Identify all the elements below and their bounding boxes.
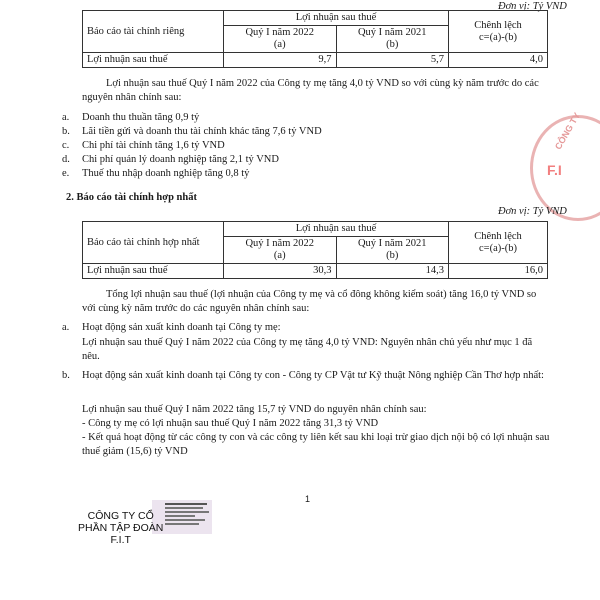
list-marker: e. [62,168,70,179]
signature-company [78,510,163,546]
list-text: Chi phí tài chính tăng 1,6 tỷ VND [82,140,225,151]
item-b-title-text: Hoạt động sản xuất kinh doanh tại Công ty con - Công ty CP Vật tư Kỹ thuật Nông nghiệp Cần Thơ hợp nhất: [82,370,544,381]
list-item [62,125,322,139]
list-text: Doanh thu thuần tăng 0,9 tỷ [82,112,200,123]
signature-company-line1: CÔNG TY CỔ [87,510,154,522]
list-text: Lãi tiền gửi và doanh thu tài chính khác tăng 7,6 tỷ VND [82,126,322,137]
unit-label-top: Đơn vị: Tỷ VND [498,1,567,12]
page-number: 1 [305,494,311,504]
item-a-title-text: Hoạt động sản xuất kinh doanh tại Công ty mẹ: [82,322,281,333]
table1-col-diff-label: Chênh lệch [474,19,522,31]
table2-col-diff-label: Chênh lệch [474,230,522,242]
list-marker: b. [62,370,70,381]
table1-col-b-label: Quý I năm 2021 [357,27,427,38]
table2-row-label: Lợi nhuận sau thuế [83,264,224,279]
table2-col-diff-formula: c=(a)-(b) [479,242,517,254]
list-text: Thuế thu nhập doanh nghiệp tăng 0,8 tỷ [82,168,250,179]
table-separate-statements [82,10,548,68]
table1-col-diff [449,11,548,53]
list-marker: c. [62,140,70,151]
list-marker: d. [62,154,70,165]
table1-header-group: Lợi nhuận sau thuế [224,11,449,26]
table1-val-c: 4,0 [449,53,548,68]
table2-header-left: Báo cáo tài chính hợp nhất [83,222,224,264]
list-item [62,153,279,167]
table-row [83,53,548,68]
list-text: Chi phí quản lý doanh nghiệp tăng 2,1 tỷ VND [82,154,279,165]
table2-header-group: Lợi nhuận sau thuế [224,222,449,237]
paragraph-consolidated: Tổng lợi nhuận sau thuế (lợi nhuận của Công ty mẹ và cổ đông không kiểm soát) tăng 16,0 tỷ VND so với cùng kỳ năm trước do các nguyên nhân chính sau: [82,289,537,314]
item-b-body-1: Lợi nhuận sau thuế Quý I năm 2022 tăng 15,7 tỷ VND do nguyên nhân chính sau: [82,404,427,415]
item-a-body: Lợi nhuận sau thuế Quý I năm 2022 của Công ty mẹ tăng 4,0 tỷ VND: Nguyên nhân chủ yếu như mục 1 đã nêu. [82,337,533,362]
list-marker: a. [62,322,70,333]
table1-col-a-sub: (a) [273,39,286,50]
signature-company-line3: F.I.T [110,534,131,546]
list-marker: b. [62,126,70,137]
table2-col-b-label: Quý I năm 2021 [357,238,427,249]
table1-row-label: Lợi nhuận sau thuế [83,53,224,68]
table1-col-a-label: Quý I năm 2022 [245,27,315,38]
table1-header-left: Báo cáo tài chính riêng [83,11,224,53]
list-marker: a. [62,112,70,123]
item-b-body-3: - Kết quả hoạt động từ các công ty con và các công ty liên kết sau khi loại trừ giao dịch nội bộ có lợi nhuận sau thuế giảm (15,6) tỷ VND [82,432,550,457]
table2-val-a: 30,3 [224,264,337,279]
item-b-body-2: - Công ty mẹ có lợi nhuận sau thuế Quý I năm 2022 tăng 31,3 tỷ VND [82,418,379,429]
table2-col-a-label: Quý I năm 2022 [245,238,315,249]
table2-col-b [336,237,449,264]
table-row [83,264,548,279]
unit-label-second: Đơn vị: Tỷ VND [498,206,567,217]
signature-company-line2: PHẦN TẬP ĐOÀN [78,522,164,534]
item-b-title [62,369,552,383]
stamp-text: CÔNG TY [552,110,583,152]
list-item [62,167,249,181]
signature-details-graphic [165,502,209,527]
table2-col-a-sub: (a) [273,250,286,261]
table2-col-diff [449,222,548,264]
table1-col-diff-formula: c=(a)-(b) [479,31,517,43]
table2-col-a [224,237,337,264]
list-item [62,111,199,125]
stamp-mark: F.I [547,162,562,178]
table2-col-b-sub: (b) [386,250,399,261]
list-item [62,139,225,153]
table2-val-b: 14,3 [336,264,449,279]
table1-col-b [336,26,449,53]
paragraph-parent-company: Lợi nhuận sau thuế Quý I năm 2022 của Công ty mẹ tăng 4,0 tỷ VND so với cùng kỳ năm trước do các nguyên nhân chính sau: [82,78,539,103]
table2-val-c: 16,0 [449,264,548,279]
table1-col-b-sub: (b) [386,39,399,50]
table1-val-a: 9,7 [224,53,337,68]
table-consolidated-statements [82,221,548,279]
table1-col-a [224,26,337,53]
table1-val-b: 5,7 [336,53,449,68]
item-a-title [62,321,281,335]
section-title-consolidated: 2. Báo cáo tài chính hợp nhất [66,192,197,203]
